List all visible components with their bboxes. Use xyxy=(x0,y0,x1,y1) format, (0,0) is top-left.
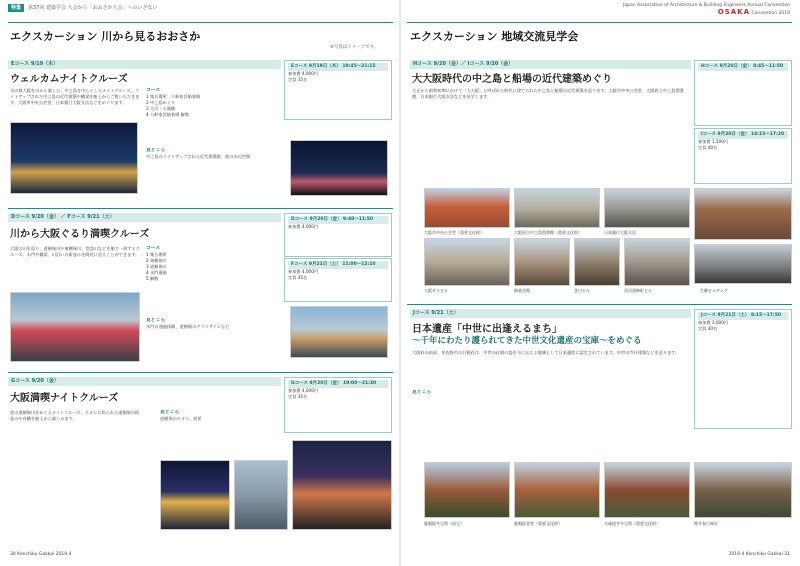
schedule-box: Fコース 9月21日（土） 11:00～12:10 参加費 4,000円 定員 35名 xyxy=(284,258,392,302)
building-photo xyxy=(424,188,510,228)
tour-rule xyxy=(8,372,393,373)
convention-logo: OSAKA xyxy=(717,8,751,16)
schedule-box: Dコース 9月20日（金） 9:40～11:50 参加費 4,000円 xyxy=(284,213,392,257)
page-footer-right: 2019.4 Kenchiku Gakkai 31 xyxy=(728,552,790,557)
night-neon-photo xyxy=(160,460,230,530)
building-photo xyxy=(604,188,690,228)
photo-caption: 日本銀行大阪支店 xyxy=(604,230,636,235)
building-photo xyxy=(624,238,690,286)
convention-caption: Japan Association of Architecture & Building Engineers Annual Convention xyxy=(623,3,790,8)
schedule-box: Gコース 9月20日（金） 19:00～21:30 参加費 4,000円 定員 35名 xyxy=(284,377,392,433)
page-number: 31 xyxy=(784,552,790,557)
course-label: Gコース 9/20（金） xyxy=(8,377,281,386)
page-number: 30 xyxy=(10,552,16,557)
tour-highlights: 見どころ xyxy=(412,390,432,395)
tour-description: 夜の道頓堀川をめぐるナイトクルーズ。ネオンに彩られた道頓堀の街並みや戎橋を船上から楽しみます。 xyxy=(10,410,140,421)
section-rule xyxy=(8,22,393,23)
photo-caption: 武田道修町ビル xyxy=(624,288,652,293)
tour-highlights: 見どころ 中之島のライトアップされた近代建築群、夜の水辺空間 xyxy=(146,148,251,159)
photo-caption: 大阪ガスビル xyxy=(424,288,448,293)
right-section-title: エクスカーション 地域交流見学会 xyxy=(410,30,579,43)
running-header-left xyxy=(8,4,158,12)
photo-caption: 生駒ビルヂング xyxy=(700,288,728,293)
schedule-box: Hコース 9月20日（金） 8:45～11:50 xyxy=(694,60,792,126)
building-photo xyxy=(424,238,510,286)
course-label: Jコース 9/21（土） xyxy=(410,309,691,318)
building-photo xyxy=(694,244,792,284)
tour-title: 大大阪時代の中之島と船場の近代建築めぐり xyxy=(412,74,612,85)
tour-description: 水の都大阪を川から楽しむ、中之島を中心としたナイトクルーズ。ライトアップされた中之島の近代建築や橋梁を船上からご覧いただきます。大阪市中央公会堂、日本銀行大阪支店などをめぐります。 xyxy=(10,88,140,105)
photo-caption: 大阪府立中之島図書館（重要文化財） xyxy=(514,230,582,235)
tour-description: 大正から昭和初期にかけて「大大阪」と呼ばれた時代に建てられた中之島と船場の近代建築を巡ります。大阪市中央公会堂、大阪府立中之島図書館、日本銀行大阪支店などを見学します。 xyxy=(412,88,684,99)
section-rule xyxy=(407,22,792,23)
riverside-photo xyxy=(290,306,388,358)
photo-caption: 慈眼院金堂（重要文化財） xyxy=(514,521,562,526)
photo-caption: 大威徳寺多宝塔（重要文化財） xyxy=(604,521,660,526)
tour-rule xyxy=(407,304,792,305)
building-photo xyxy=(574,238,620,286)
course-label: Hコース 9/20（金）／ Iコース 9/20（金） xyxy=(410,60,691,69)
cruise-boat-photo xyxy=(234,460,288,530)
tour-title: 大阪満喫ナイトクルーズ xyxy=(10,393,119,404)
dotonbori-photo xyxy=(10,292,140,362)
temple-photo xyxy=(694,462,792,518)
left-section-title: エクスカーション 川から見るおおさか xyxy=(10,30,201,43)
tour-subtitle: ～千年にわたり護られてきた中世文化遺産の宝庫～をめぐる xyxy=(412,336,642,346)
photo-note: ※写真はイメージです。 xyxy=(330,45,379,50)
running-header-text: 第37回 建築学会 大会から「おおさか大会」へのいざない xyxy=(28,5,158,11)
schedule-box: Eコース 9月19日（木） 19:45～21:15 参加費 4,000円 定員 35名 xyxy=(284,60,392,120)
convention-year: Convention 2019 xyxy=(751,11,790,16)
night-view-photo xyxy=(290,140,388,196)
tour-highlights: 見どころ 水門の通過体験、道頓堀のグリコサインなど xyxy=(146,318,230,329)
course-label: Dコース 9/20（金） ／ Fコース 9/21（土） xyxy=(8,213,281,222)
photo-caption: 綿業会館 xyxy=(514,288,530,293)
tour-description: 大阪府の南部、泉佐野市の日根荘は、中世の荘園の姿を今に伝える地域として日本遺産に認定されています。中世の寺社建築などを巡ります。 xyxy=(412,350,680,355)
tour-title: 日本遺産「中世に出逢えるまち」 xyxy=(412,324,562,335)
temple-photo xyxy=(424,462,510,518)
tour-description: 大阪の川を巡り、道頓堀川や東横堀川、堂島川などを船で一周するクルーズ。水門や橋梁、川沿いの街並みを間近に見ることができます。 xyxy=(10,246,140,257)
page-footer-left: 30 Kenchiku Gakkai 2019.4 xyxy=(10,552,72,557)
tour-course-list: コース 1 集合場所 2 東横堀川 3 道頓堀川 4 水門通過 5 解散 xyxy=(146,246,167,281)
building-photo xyxy=(514,238,570,286)
temple-photo xyxy=(514,462,600,518)
tour-rule xyxy=(8,208,393,209)
tour-course-list: コース 1 集合場所：八軒家浜船着場 2 中之島めぐり 3 大川・天満橋 4 八軒家浜船着場 解散 xyxy=(146,88,201,117)
course-label: Eコース 9/19（木） xyxy=(8,60,281,69)
schedule-box: Iコース 9月20日（金） 14:15～17:20 参加費 1,500円 定員 40名 xyxy=(694,128,792,184)
spread-fold xyxy=(399,0,401,566)
building-photo xyxy=(694,188,792,240)
tour-title: ウェルカムナイトクルーズ xyxy=(10,74,128,85)
building-photo xyxy=(514,188,600,228)
running-header-right xyxy=(623,3,790,17)
tour-highlights: 見どころ 道頓堀のネオン、夜景 xyxy=(160,410,202,421)
photo-caption: 大阪市中央公会堂（重要文化財） xyxy=(424,230,484,235)
photo-caption: 芝川ビル xyxy=(574,288,590,293)
temple-photo xyxy=(604,462,690,518)
tour-title: 川から大阪ぐるり満喫クルーズ xyxy=(10,229,150,240)
photo-caption: 慈眼院多宝塔（国宝） xyxy=(424,521,464,526)
night-cruise-photo xyxy=(10,122,138,194)
bridge-night-photo xyxy=(292,440,392,530)
photo-caption: 樫井春日神社 xyxy=(694,521,718,526)
schedule-box: Jコース 9月21日（土） 8:15～17:50 参加費 3,000円 定員 40名 xyxy=(694,309,792,429)
issue-tag: 特集 xyxy=(8,4,24,12)
